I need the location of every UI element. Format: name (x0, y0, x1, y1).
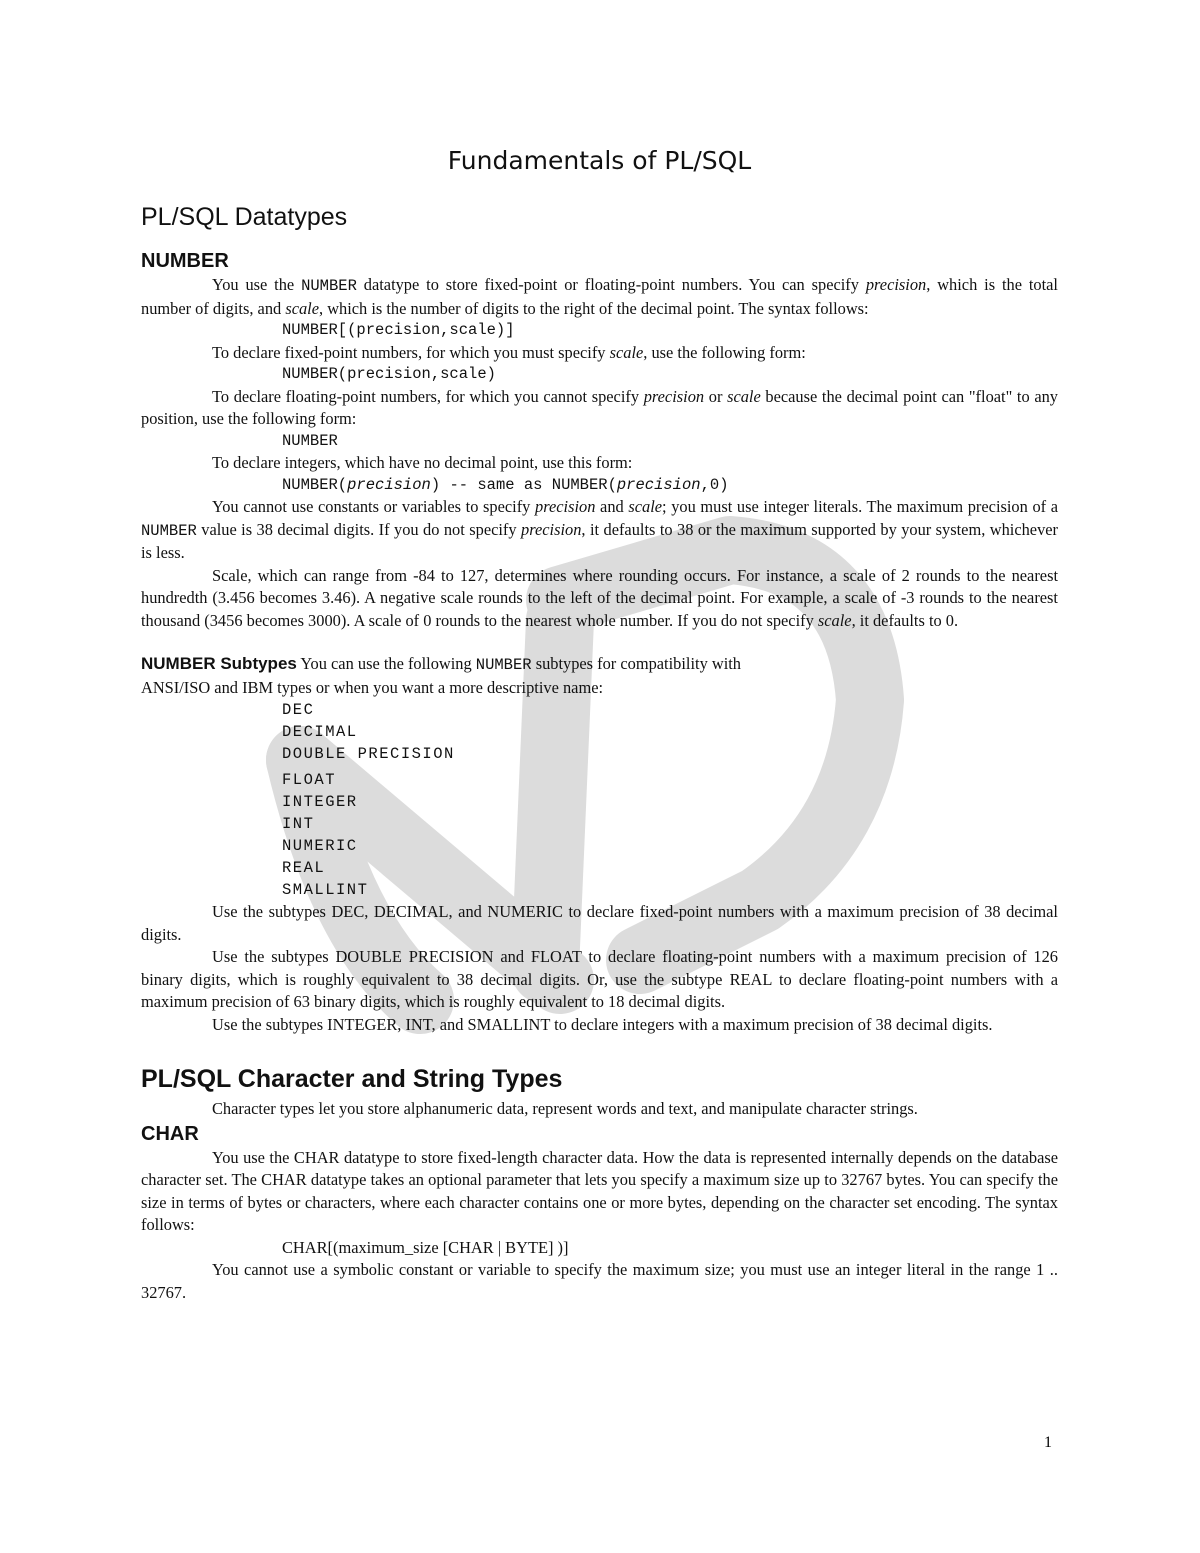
subheading-number-subtypes: NUMBER Subtypes (141, 654, 297, 673)
subtype-list-item: SMALLINT (282, 881, 369, 899)
paragraph-fixed-subtypes: Use the subtypes DEC, DECIMAL, and NUMERIC to declare fixed-point numbers with a maximum precision of 38 decimal digits. (141, 902, 1058, 944)
subheading-char: CHAR (141, 1122, 199, 1145)
subtype-list-item: INTEGER (282, 793, 358, 811)
paragraph-integers: To declare integers, which have no decimal point, use this form: (212, 453, 633, 472)
paragraph-float-subtypes: Use the subtypes DOUBLE PRECISION and FLOAT to declare floating-point numbers with a maximum precision of 126 binary digits, which is roughly equivalent to 38 decimal digits. Or, use the subtype REAL to declare floating-point numbers with a maximum precision of 63 binary digits, which is roughly equivalent to 18 decimal digits. (141, 947, 1058, 1011)
code-char-syntax: CHAR[(maximum_size [CHAR | BYTE] )] (282, 1237, 569, 1257)
paragraph-char-intro: You use the CHAR datatype to store fixed-length character data. How the data is represented internally depends on the database character set. The CHAR datatype takes an optional parameter that lets you specify a maximum size up to 32767 bytes. You can specify the size in terms of bytes or characters, where each character contains one or more bytes, depending on the character set encoding. The syntax follows: (141, 1147, 1058, 1234)
paragraph-character-intro: Character types let you store alphanumeric data, represent words and text, and manipulate character strings. (212, 1099, 918, 1118)
paragraph-floating-point: To declare floating-point numbers, for which you cannot specify precision or scale because the decimal point can "float" to any position, use the following form: (141, 386, 1059, 428)
section-heading-datatypes: PL/SQL Datatypes (141, 203, 348, 231)
subtype-list-item: NUMERIC (282, 837, 358, 855)
paragraph-fixed-point: To declare fixed-point numbers, for which you must specify scale, use the following form: (212, 342, 806, 362)
paragraph-precision-limits: You cannot use constants or variables to specify precision and scale; you must use integer literals. The maximum precision of a NUMBER value is 38 decimal digits. If you do not specify precision, it defaults to 38 or the maximum supported by your system, whichever is less. (141, 497, 1059, 562)
subtype-list-item: DOUBLE PRECISION (282, 745, 455, 763)
paragraph-number-intro: You use the NUMBER datatype to store fixed-point or floating-point numbers. You can specify precision, which is the total number of digits, and scale, which is the number of digits to the right of the decimal point. The syntax follows: (141, 275, 1058, 318)
subtype-list-item: INT (282, 815, 315, 833)
section-heading-character-types: PL/SQL Character and String Types (141, 1065, 563, 1093)
paragraph-scale: Scale, which can range from -84 to 127, determines where rounding occurs. For instance, a scale of 2 rounds to the nearest hundredth (3.456 becomes 3.46). A negative scale rounds to the left of the decimal point. For example, a scale of -3 rounds to the nearest thousand (3456 becomes 3000). A scale of 0 rounds to the nearest whole number. If you do not specify scale, it defaults to 0. (141, 565, 1058, 630)
subtype-list-item: FLOAT (282, 771, 337, 789)
subtype-list-item: DECIMAL (282, 723, 358, 741)
code-floating-point: NUMBER (282, 431, 338, 450)
paragraph-int-subtypes: Use the subtypes INTEGER, INT, and SMALLINT to declare integers with a maximum precision of 38 decimal digits. (212, 1014, 993, 1034)
page-number: 1 (1044, 1434, 1052, 1451)
document-title: Fundamentals of PL/SQL (447, 146, 752, 175)
paragraph-subtypes-intro-cont: ANSI/ISO and IBM types or when you want a more descriptive name: (141, 677, 604, 697)
code-integers: NUMBER(precision) -- same as NUMBER(precision,0) (282, 475, 729, 494)
subtype-list-item: REAL (282, 859, 326, 877)
spacer (141, 632, 1058, 653)
paragraph-subtypes-intro: NUMBER Subtypes You can use the following NUMBER subtypes for compatibility with (141, 654, 742, 674)
subtype-list-item: DEC (282, 701, 315, 719)
code-fixed-point: NUMBER(precision,scale) (282, 365, 496, 383)
page-content (141, 144, 1058, 1304)
subheading-number: NUMBER (141, 250, 229, 272)
code-number-syntax: NUMBER[(precision,scale)] (282, 321, 515, 339)
paragraph-char-limits: You cannot use a symbolic constant or variable to specify the maximum size; you must use an integer literal in the range 1 .. 32767. (141, 1260, 1058, 1302)
